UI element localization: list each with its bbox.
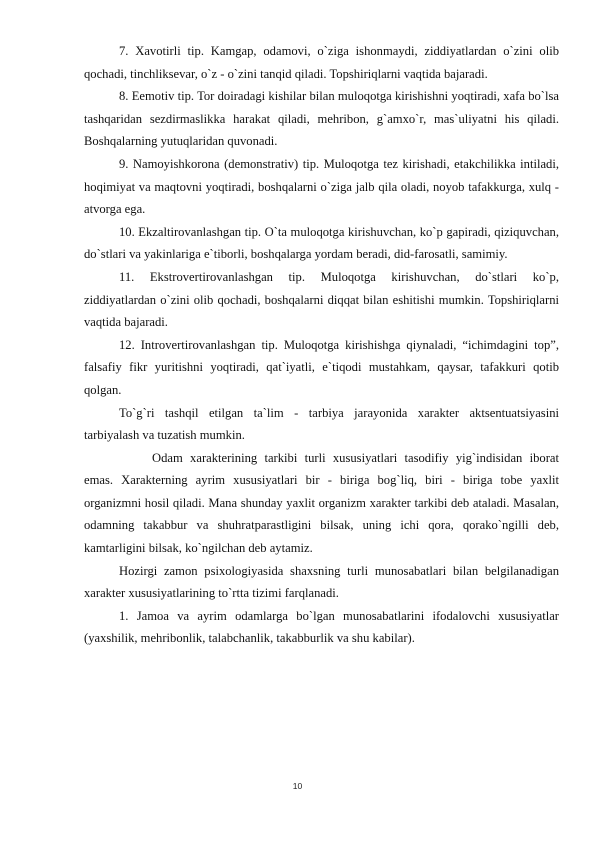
paragraph-upbringing: To`g`ri tashqil etilgan ta`lim - tarbiya jarayonida xarakter aktsentuatsiyasini tarbiyalash va tuzatish mumkin. (84, 405, 559, 443)
page-number: 10 (292, 781, 303, 791)
paragraph-modern-psychology: Hozirgi zamon psixologiyasida shaxsning turli munosabatlari bilan belgilanadigan xarakter xususiyatlarining to`rtta tizimi farqlanadi. (84, 563, 559, 601)
paragraph-exalted-type: 10. Ekzaltirovanlashgan tip. O`ta muloqotga kirishuvchan, ko`p gapiradi, qiziquvchan, do`stlari va yakinlariga e`tiborli, boshqalarga yordam beradi, did-farosatli, samimiy. (84, 224, 559, 262)
paragraph-extroverted-type: 11. Ekstrovertirovanlashgan tip. Muloqotga kirishuvchan, do`stlari ko`p, ziddiyatlardan o`zini olib qochadi, boshqalarni diqqat bilan eshitishi mumkin. Topshiriqlarni vaqtida bajaradi. (84, 269, 559, 330)
paragraph-introverted-type: 12. Introvertirovanlashgan tip. Muloqotga kirishishga qiynaladi, “ichimdagini top”, falsafiy fikr yuritishni yoqtiradi, qat`iyatli, e`tiqodi mustahkam, qaysar, tafakkuri qotib qolgan. (84, 337, 559, 397)
paragraph-anxious-type: 7. Xavotirli tip. Kamgap, odamovi, o`ziga ishonmaydi, ziddiyatlardan o`zini olib qochadi, tinchliksevar, o`z - o`zini tanqid qiladi. Topshiriqlarni vaqtida bajaradi. (84, 44, 559, 81)
page-body (84, 40, 559, 650)
paragraph-demonstrative-type: 9. Namoyishkorona (demonstrativ) tip. Muloqotga tez kirishadi, etakchilikka intiladi, hoqimiyat va maqtovni yoqtiradi, boshqalarni o`ziga jalb qila oladi, noyob tafakkurga, xulq - atvorga ega. (84, 156, 559, 217)
paragraph-list-item-1: 1. Jamoa va ayrim odamlarga bo`lgan munosabatlarini ifodalovchi xususiyatlar (yaxshilik, mehribonlik, talabchanlik, takabburlik va shu kabilar). (84, 608, 559, 646)
paragraph-emotive-type: 8. Eemotiv tip. Tor doiradagi kishilar bilan muloqotga kirishishni yoqtiradi, xafa bo`lsa tashqaridan sezdirmaslikka harakat qiladi, mehribon, g`amxo`r, mas`uliyatni his qiladi. Boshqalarning yutuqlaridan quvonadi. (84, 89, 559, 149)
paragraph-character-structure: Odam xarakterining tarkibi turli xususiyatlari tasodifiy yig`indisidan iborat emas. Xarakterning ayrim xususiyatlari bir - biriga bog`liq, biri - biriga tobe yaxlit organizmni hosil qiladi. Mana shunday yaxlit organizm xarakter tarkibi deb ataladi. Masalan, odamning takabbur va shuhratparastligini bilsak, uning ichi qora, qorako`ngilli deb, kamtarligini bilsak, ko`ngilchan deb aytamiz. (84, 450, 559, 556)
